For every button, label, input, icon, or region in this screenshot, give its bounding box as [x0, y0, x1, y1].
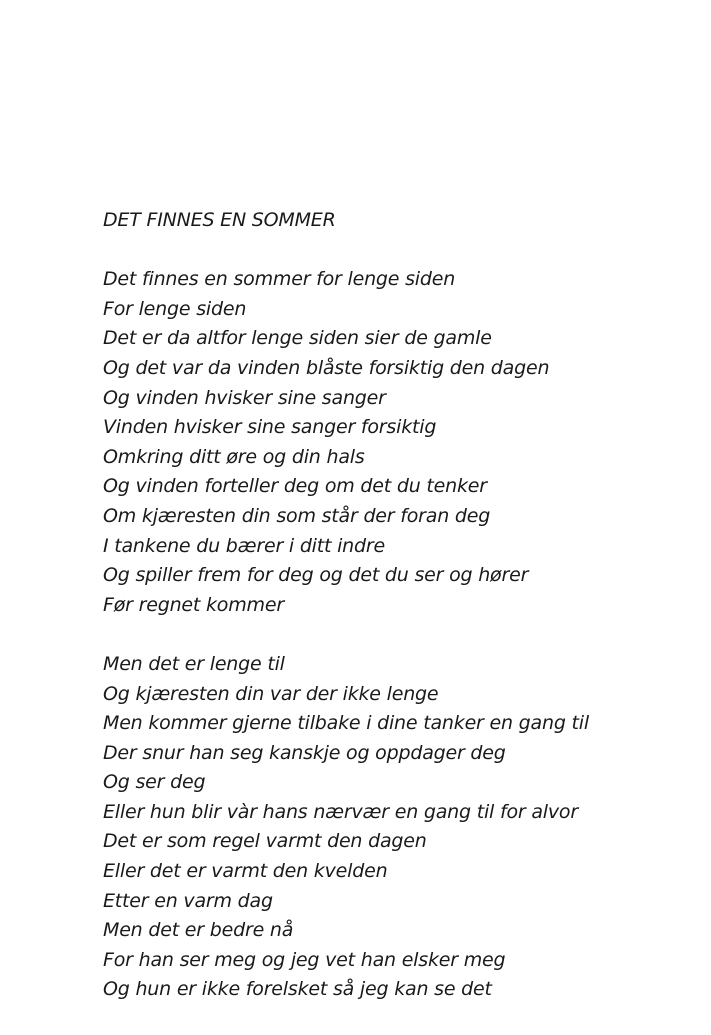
poem-line: Vinden hvisker sine sanger forsiktig: [103, 416, 437, 439]
poem-line: Der snur han seg kanskje og oppdager deg: [103, 741, 506, 764]
poem-title: DET FINNES EN SOMMER: [103, 209, 336, 231]
poem-line: Og kjæresten din var der ikke lenge: [103, 682, 439, 705]
poem-line: For han ser meg og jeg vet han elsker meg: [103, 948, 506, 971]
poem-line: Men kommer gjerne tilbake i dine tanker en gang til: [103, 712, 589, 735]
poem: [103, 206, 703, 1035]
stanza-2: [103, 650, 703, 1005]
poem-line: Det er da altfor lenge siden sier de gamle: [103, 327, 492, 350]
poem-line: Omkring ditt øre og din hals: [103, 445, 365, 468]
poem-line: Og ser deg: [103, 771, 206, 794]
poem-line: Men det er lenge til: [103, 652, 285, 675]
poem-line: Og hun er ikke forelsket så jeg kan se det: [103, 978, 492, 1001]
poem-line: Men det er bedre nå: [103, 919, 294, 942]
poem-line: Og vinden hvisker sine sanger: [103, 386, 386, 409]
poem-line: Og vinden forteller deg om det du tenker: [103, 475, 487, 498]
poem-line: Og spiller frem for deg og det du ser og hører: [103, 564, 529, 587]
stanza-1: [103, 265, 703, 620]
poem-line: Før regnet kommer: [103, 593, 284, 616]
poem-line: Og det var da vinden blåste forsiktig den dagen: [103, 356, 550, 379]
poem-line: Om kjæresten din som står der foran deg: [103, 504, 491, 527]
poem-line: For lenge siden: [103, 297, 247, 320]
poem-line: Det er som regel varmt den dagen: [103, 830, 427, 853]
poem-line: Det finnes en sommer for lenge siden: [103, 268, 456, 291]
poem-line: Eller hun blir vàr hans nærvær en gang til for alvor: [103, 800, 578, 823]
poem-line: I tankene du bærer i ditt indre: [103, 534, 385, 557]
poem-line: Etter en varm dag: [103, 889, 273, 912]
poem-line: Eller det er varmt den kvelden: [103, 860, 388, 883]
